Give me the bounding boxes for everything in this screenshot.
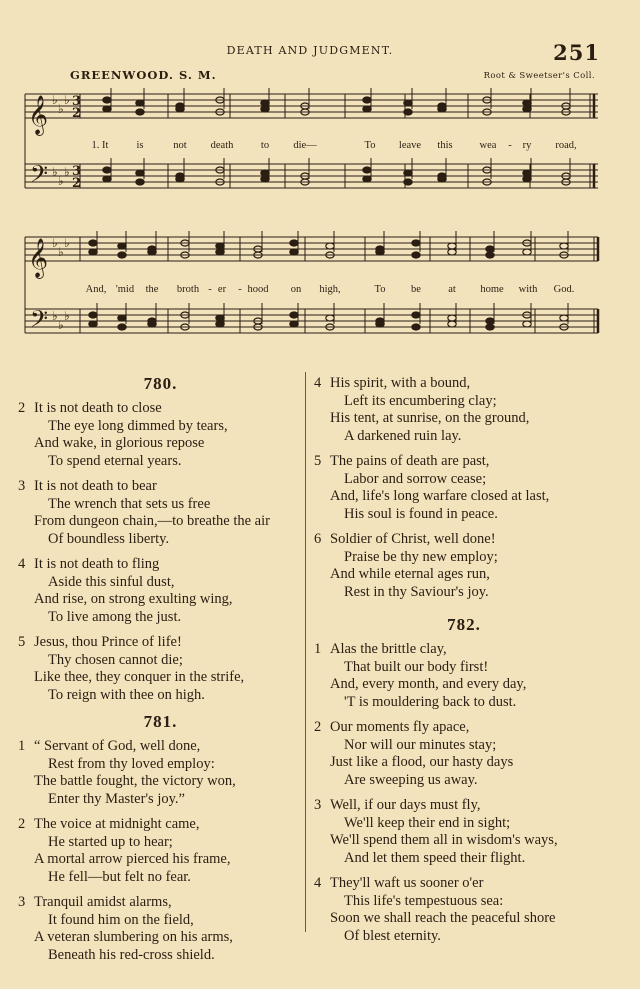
stanza-line: It is not death to bear xyxy=(34,478,157,494)
notehead xyxy=(376,249,384,255)
flat-icon: ♭ xyxy=(52,165,58,179)
notehead xyxy=(486,252,494,258)
notehead xyxy=(523,321,531,327)
notehead xyxy=(486,324,494,330)
lyric-syllable: 1. It xyxy=(91,140,109,151)
lyric-syllable: To xyxy=(374,284,386,295)
notehead xyxy=(438,176,446,182)
stanza-number: 3 xyxy=(314,797,322,813)
lyric-syllable: leave xyxy=(398,140,422,151)
stanza-line: It found him on the field, xyxy=(48,911,194,928)
stanza-number: 3 xyxy=(18,894,26,910)
stanza-line: To spend eternal years. xyxy=(48,452,182,469)
flat-icon: ♭ xyxy=(58,102,64,116)
lyrics-system-1 xyxy=(92,140,577,151)
stanza-number: 5 xyxy=(314,453,322,469)
stanza-line: To live among the just. xyxy=(48,608,182,625)
stanza-line: Of blest eternity. xyxy=(344,927,441,944)
notehead xyxy=(89,249,97,255)
stanza xyxy=(314,719,614,789)
stanza xyxy=(314,453,614,523)
lyric-syllable: be xyxy=(411,284,421,295)
clef-icon: 𝄢 xyxy=(30,305,49,338)
stanza xyxy=(18,738,303,808)
stanza-line: Rest in thy Saviour's joy. xyxy=(344,583,489,600)
stanza-line: It is not death to close xyxy=(34,400,162,416)
stanza-line: Thy chosen cannot die; xyxy=(48,651,183,668)
lyric-syllable: God. xyxy=(553,284,575,295)
flat-icon: ♭ xyxy=(64,165,70,179)
notehead xyxy=(290,321,298,327)
notehead xyxy=(176,106,184,112)
notehead xyxy=(404,170,412,176)
notehead xyxy=(560,315,568,321)
stanza-line: This life's tempestuous sea: xyxy=(344,892,504,909)
stanza-line: From dungeon chain,—to breathe the air xyxy=(34,513,270,529)
lyric-syllable: broth xyxy=(176,284,200,295)
lyric-syllable: - xyxy=(208,284,212,295)
stanza-line: Our moments fly apace, xyxy=(330,719,470,735)
flat-icon: ♭ xyxy=(64,236,70,250)
lyric-syllable: - xyxy=(508,140,512,151)
notehead xyxy=(448,249,456,255)
clef-icon: 𝄢 xyxy=(30,160,49,193)
stanza xyxy=(18,894,303,964)
time-signature: 2 xyxy=(72,176,82,191)
stanza-number: 2 xyxy=(18,400,26,416)
stanza-line: The pains of death are past, xyxy=(330,453,490,469)
stanza-line: Enter thy Master's joy.” xyxy=(48,790,185,807)
notehead xyxy=(103,106,111,112)
stanza-number: 1 xyxy=(18,738,26,754)
stanza xyxy=(18,816,303,886)
notehead xyxy=(118,324,126,330)
notehead xyxy=(363,106,371,112)
stanza-line: His soul is found in peace. xyxy=(344,505,498,522)
stanza-line: He started up to hear; xyxy=(48,833,173,850)
column-divider xyxy=(305,372,306,932)
lyric-syllable: die— xyxy=(293,140,317,151)
lyrics-system-2 xyxy=(86,284,575,295)
notehead xyxy=(89,240,97,246)
stanza-line: Praise be thy new employ; xyxy=(344,548,498,565)
notehead xyxy=(148,321,156,327)
lyric-syllable: the xyxy=(145,284,159,295)
notehead xyxy=(523,170,531,176)
stanza xyxy=(18,634,303,704)
lyric-syllable: - xyxy=(238,284,242,295)
notehead xyxy=(136,109,144,115)
tune-name: GREENWOOD. S. M. xyxy=(70,68,217,82)
lyric-syllable: And, xyxy=(85,284,107,295)
lyric-syllable: hood xyxy=(247,284,269,295)
hymn-number-780: 780. xyxy=(143,374,178,393)
stanza-line: A darkened ruin lay. xyxy=(344,427,462,444)
stanza-line: Of boundless liberty. xyxy=(48,530,170,547)
notehead xyxy=(560,243,568,249)
flat-icon: ♭ xyxy=(58,174,64,188)
stanza-line: And while eternal ages run, xyxy=(330,566,490,582)
stanza xyxy=(18,478,303,548)
stanza xyxy=(18,556,303,626)
notehead xyxy=(103,176,111,182)
stanza-line: Labor and sorrow cease; xyxy=(344,470,487,487)
notehead xyxy=(363,167,371,173)
music-score xyxy=(0,0,640,370)
notehead xyxy=(412,252,420,258)
notehead xyxy=(261,100,269,106)
notehead xyxy=(448,243,456,249)
notehead xyxy=(412,312,420,318)
notehead xyxy=(412,324,420,330)
flat-icon: ♭ xyxy=(64,309,70,323)
stanza-number: 1 xyxy=(314,641,322,657)
stanza-line: Rest from thy loved employ: xyxy=(48,755,215,772)
notehead xyxy=(326,315,334,321)
stanza-line: His tent, at sunrise, on the ground, xyxy=(330,410,530,426)
stanza-line: Just like a flood, our hasty days xyxy=(330,754,514,770)
notehead xyxy=(523,106,531,112)
notehead xyxy=(261,106,269,112)
notehead xyxy=(438,106,446,112)
time-signature: 2 xyxy=(72,106,82,121)
notehead xyxy=(136,170,144,176)
stanza-number: 2 xyxy=(314,719,322,735)
notehead xyxy=(486,246,494,252)
lyric-syllable: er xyxy=(217,284,227,295)
stanza-line: The voice at midnight came, xyxy=(34,816,200,832)
stanza-line: Jesus, thou Prince of life! xyxy=(34,634,182,650)
hymn-number-781: 781. xyxy=(143,712,178,731)
notehead xyxy=(136,179,144,185)
notehead xyxy=(118,243,126,249)
stanza-number: 3 xyxy=(18,478,26,494)
stanza-number: 4 xyxy=(314,375,322,391)
lyric-syllable: at xyxy=(448,284,456,295)
notehead xyxy=(103,167,111,173)
stanza xyxy=(314,531,614,601)
stanza-line: The battle fought, the victory won, xyxy=(34,773,236,789)
stanza-line: Left its encumbering clay; xyxy=(344,392,497,409)
left-column xyxy=(18,374,303,972)
notehead xyxy=(363,176,371,182)
stanza xyxy=(314,641,614,711)
stanza xyxy=(314,797,614,867)
flat-icon: ♭ xyxy=(58,318,64,332)
notehead xyxy=(261,176,269,182)
notehead xyxy=(216,315,224,321)
stanza-line: That built our body first! xyxy=(344,658,489,675)
notehead xyxy=(448,321,456,327)
time-signature: 3 xyxy=(72,164,82,179)
stanza-line: Like thee, they conquer in the strife, xyxy=(34,669,245,685)
tune-source: Root & Sweetser's Coll. xyxy=(483,71,595,81)
stanza xyxy=(314,875,614,945)
lyric-syllable: death xyxy=(210,140,234,151)
lyric-syllable: to xyxy=(260,140,270,151)
stanza xyxy=(18,400,303,470)
stanza-line: And rise, on strong exulting wing, xyxy=(34,591,233,607)
stanza-line: We'll spend them all in wisdom's ways, xyxy=(330,832,558,848)
lyric-syllable: To xyxy=(364,140,376,151)
notehead xyxy=(216,249,224,255)
notehead xyxy=(523,249,531,255)
lyric-syllable: high, xyxy=(319,284,341,295)
stanza-line: Are sweeping us away. xyxy=(344,771,478,788)
stanza-number: 2 xyxy=(18,816,26,832)
stanza-line: And, every month, and every day, xyxy=(330,676,527,692)
notehead xyxy=(118,252,126,258)
stanza-line: Soon we shall reach the peaceful shore xyxy=(330,910,556,926)
stanza-line: Tranquil amidst alarms, xyxy=(34,894,172,910)
flat-icon: ♭ xyxy=(52,236,58,250)
stanza-line: Well, if our days must fly, xyxy=(330,797,481,813)
notehead xyxy=(404,179,412,185)
notehead xyxy=(412,240,420,246)
stanza-number: 4 xyxy=(314,875,322,891)
stanza-line: It is not death to fling xyxy=(34,556,160,572)
notehead xyxy=(216,321,224,327)
notehead xyxy=(103,97,111,103)
lyric-syllable: with xyxy=(518,284,538,295)
flat-icon: ♭ xyxy=(64,93,70,107)
notehead xyxy=(523,176,531,182)
stanza-line: They'll waft us sooner o'er xyxy=(330,875,484,891)
stanza-line: “ Servant of God, well done, xyxy=(34,738,201,754)
notehead xyxy=(404,109,412,115)
right-column xyxy=(314,375,614,953)
stanza-line: And let them speed their flight. xyxy=(344,849,526,866)
notehead xyxy=(363,97,371,103)
stanza-line: His spirit, with a bound, xyxy=(330,375,471,391)
flat-icon: ♭ xyxy=(52,309,58,323)
stanza-line: Alas the brittle clay, xyxy=(330,641,447,657)
time-signature: 3 xyxy=(72,94,82,109)
notehead xyxy=(216,243,224,249)
notehead xyxy=(89,312,97,318)
notehead xyxy=(290,249,298,255)
notehead xyxy=(290,240,298,246)
stanza-line: Aside this sinful dust, xyxy=(48,573,175,590)
flat-icon: ♭ xyxy=(58,245,64,259)
hymn-number-782: 782. xyxy=(447,615,481,634)
stanza xyxy=(314,375,614,445)
stanza-number: 5 xyxy=(18,634,26,650)
flat-icon: ♭ xyxy=(52,93,58,107)
stanza-line: The eye long dimmed by tears, xyxy=(48,417,228,434)
stanza-line: Beneath his red-cross shield. xyxy=(48,946,215,963)
lyric-syllable: on xyxy=(290,284,302,295)
stanza-number: 6 xyxy=(314,531,322,547)
clef-icon: 𝄞 xyxy=(28,95,49,135)
notehead xyxy=(486,318,494,324)
lyric-syllable: ry xyxy=(522,140,532,151)
lyric-syllable: is xyxy=(136,140,144,151)
stanza-line: The wrench that sets us free xyxy=(48,495,211,512)
page-number: 251 xyxy=(553,40,600,65)
notehead xyxy=(523,100,531,106)
notehead xyxy=(148,249,156,255)
lyric-syllable: home xyxy=(480,284,504,295)
stanza-line: A veteran slumbering on his arms, xyxy=(34,929,233,945)
clef-icon: 𝄞 xyxy=(28,238,49,278)
lyric-syllable: road, xyxy=(555,140,577,151)
notehead xyxy=(448,315,456,321)
stanza-line: He fell—but felt no fear. xyxy=(48,868,191,885)
lyric-syllable: 'mid xyxy=(115,284,135,295)
notehead xyxy=(118,315,126,321)
notehead xyxy=(136,100,144,106)
running-title: DEATH AND JUDGMENT. xyxy=(226,44,394,57)
notehead xyxy=(326,243,334,249)
stanza-line: To reign with thee on high. xyxy=(48,686,205,703)
stanza-line: Nor will our minutes stay; xyxy=(344,736,497,753)
lyric-syllable: this xyxy=(437,140,453,151)
notehead xyxy=(376,321,384,327)
stanza-line: And wake, in glorious repose xyxy=(34,435,205,451)
notehead xyxy=(290,312,298,318)
lyric-syllable: not xyxy=(173,140,187,151)
notehead xyxy=(404,100,412,106)
stanza-line: Soldier of Christ, well done! xyxy=(330,531,496,547)
notehead xyxy=(261,170,269,176)
stanza-line: And, life's long warfare closed at last, xyxy=(330,488,550,504)
stanza-line: 'T is mouldering back to dust. xyxy=(344,693,517,710)
stanza-number: 4 xyxy=(18,556,26,572)
notehead xyxy=(89,321,97,327)
stanza-line: A mortal arrow pierced his frame, xyxy=(34,851,231,867)
stanza-line: We'll keep their end in sight; xyxy=(344,814,511,831)
lyric-syllable: wea xyxy=(479,140,497,151)
notehead xyxy=(176,176,184,182)
